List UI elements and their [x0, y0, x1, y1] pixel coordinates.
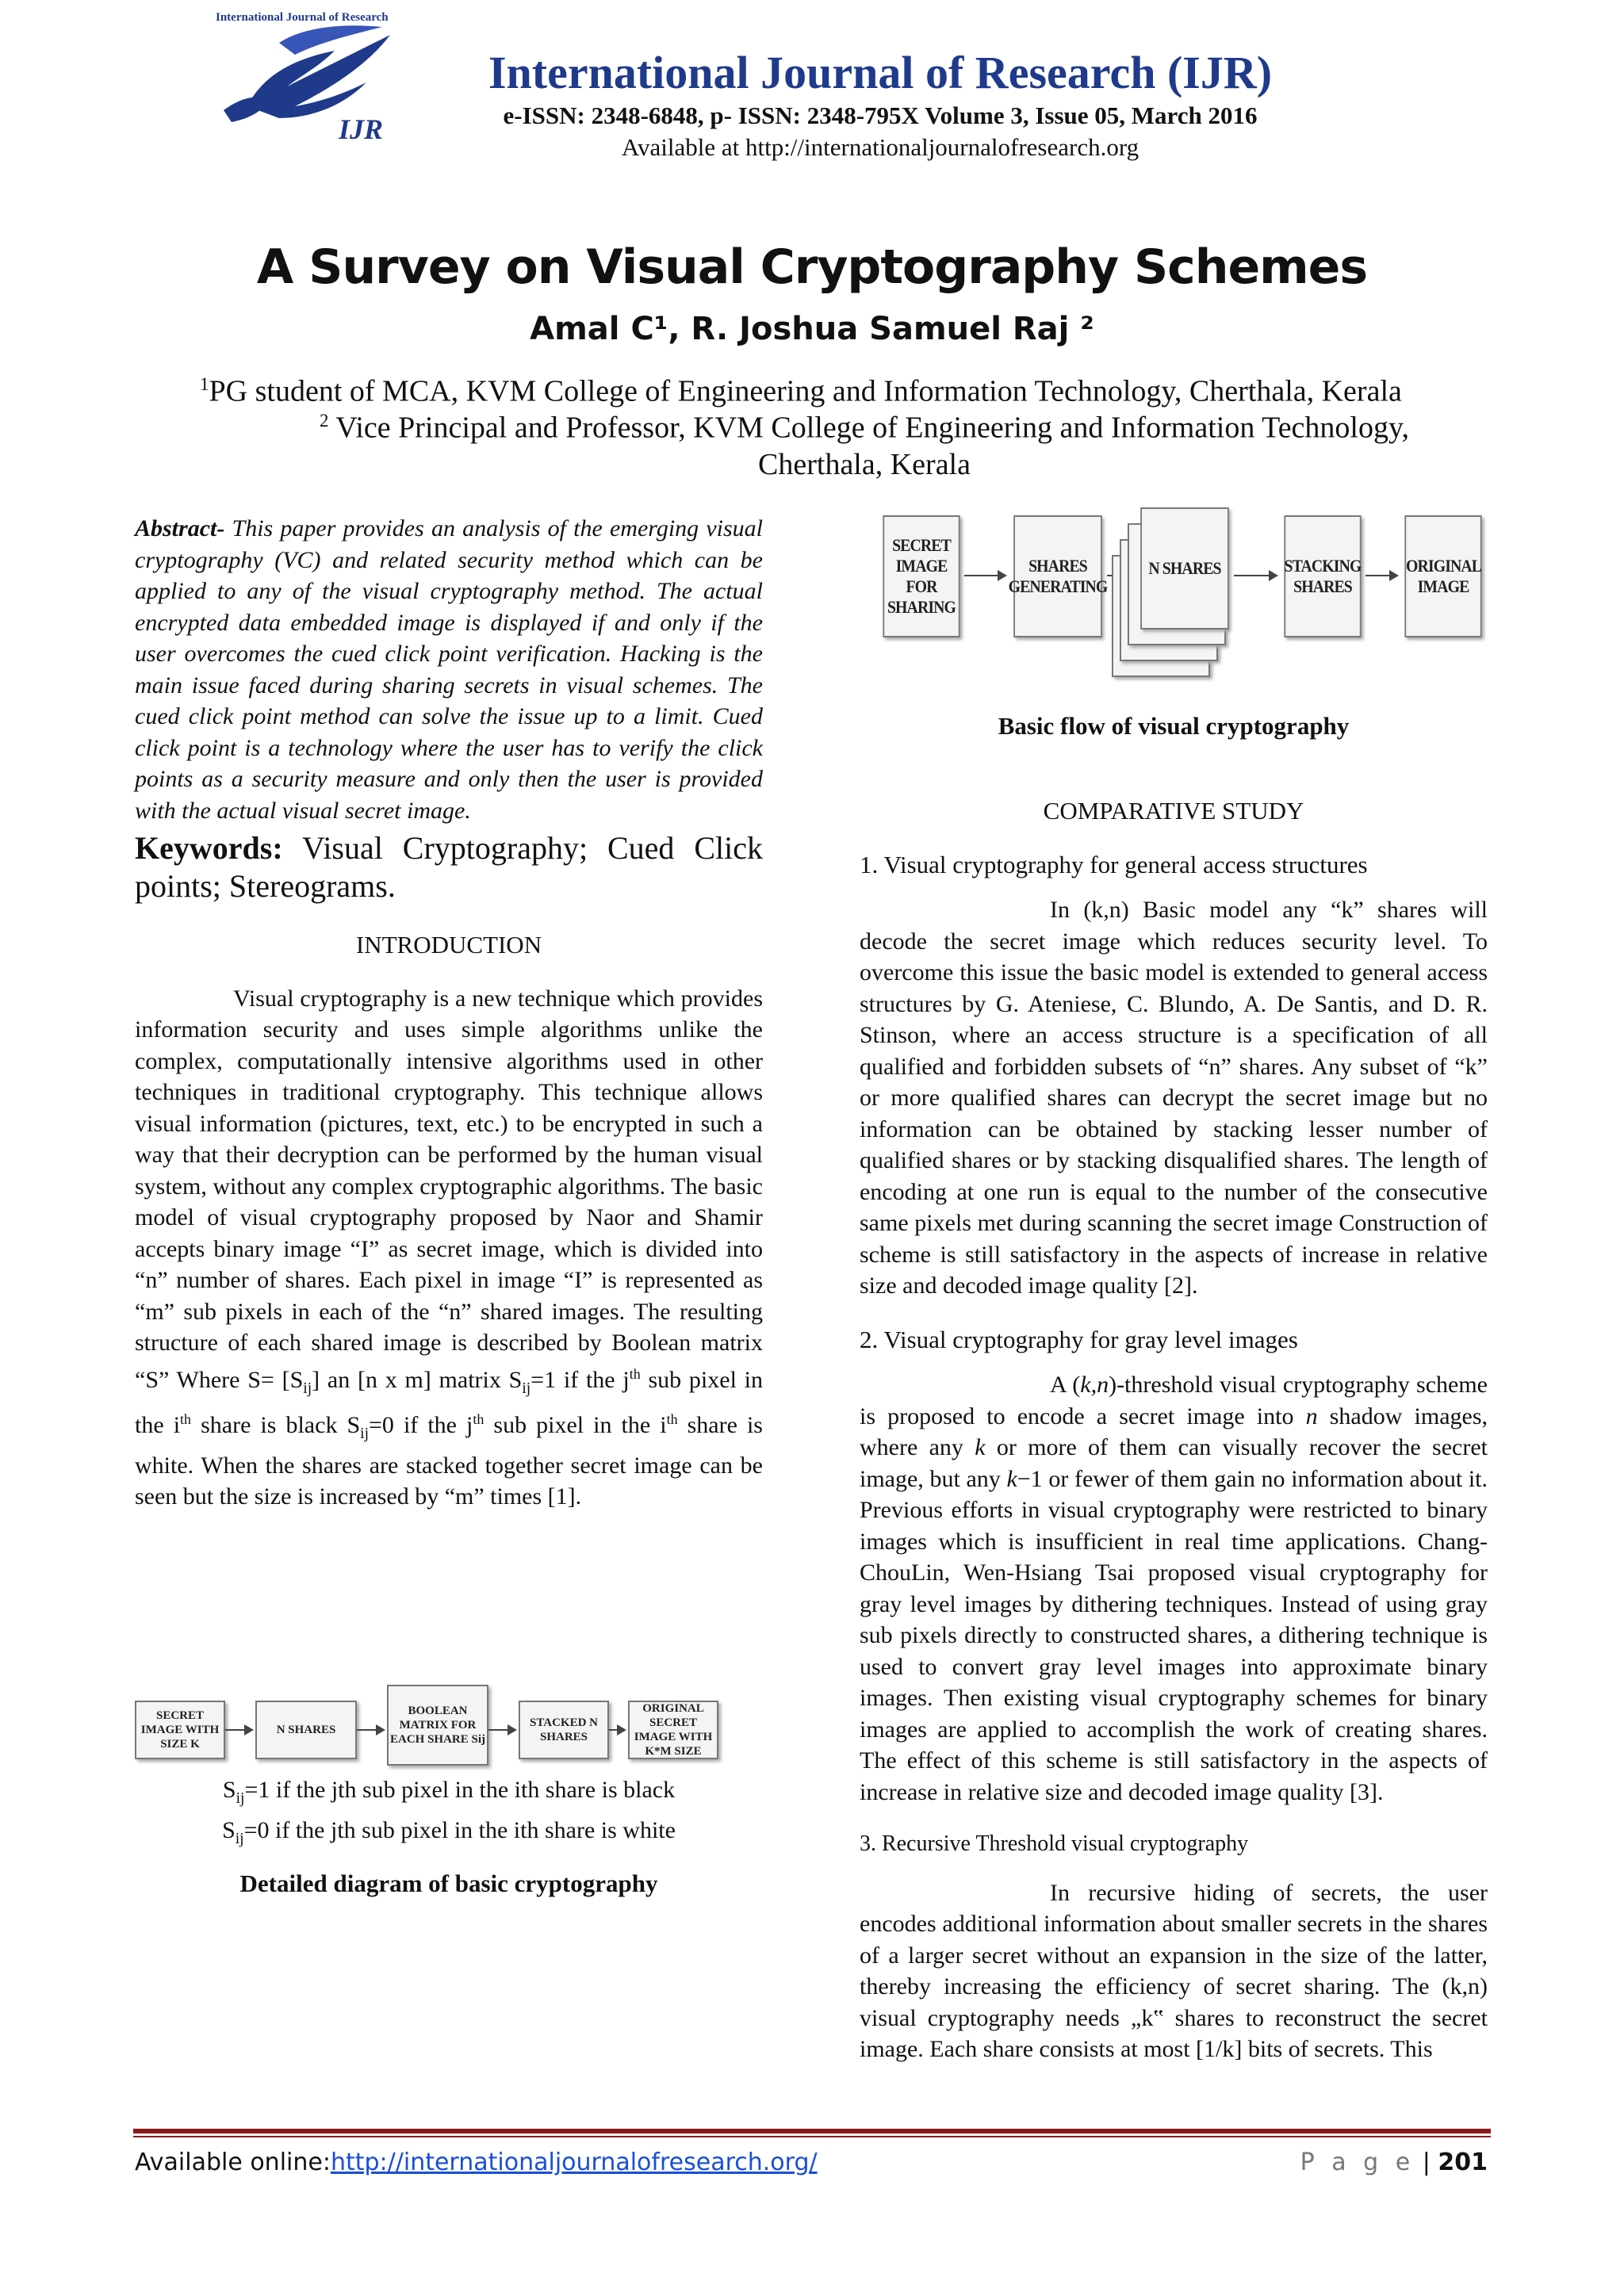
diagram-box: BOOLEAN MATRIX FOR EACH SHARE Sij	[387, 1685, 488, 1766]
diagram-caption: Detailed diagram of basic cryptography	[239, 1869, 658, 1897]
flow-arrow	[1365, 575, 1397, 576]
flow-box: STACKING SHARES	[1284, 515, 1361, 637]
section-1-title: 1. Visual cryptography for general access structures	[860, 850, 1368, 878]
equation-white: $S_{ij}=0$ if the jth sub pixel in the ith share is white	[222, 1817, 676, 1847]
flow-box: ORIGINAL IMAGE	[1404, 515, 1481, 637]
abstract-text: This paper provides an analysis of the emerging visual cryptography (VC) and related security method which can be applied to any of the visual cryptography method. The actual encrypted data embedded image is displayed if and only if the user overcomes the cued click point verification. Hacking is the main issue faced during sharing secrets in visual schemes. The cued click point method can solve the issue up to a limit. Cued click point is a technology where the user has to verify the click points as a security measure and only then the user is provided with the actual visual secret image.	[135, 515, 763, 824]
flow-box: N SHARES	[1140, 507, 1229, 629]
flow-box: SHARES GENERATING	[1013, 515, 1102, 637]
abstract-label: Abstract-	[135, 515, 225, 541]
introduction-paragraph: Visual cryptography is a new technique which provides information security and uses simple algorithms unlike the complex, computationally intensive algorithms used in other techniques in traditional cryptography. This technique allows visual information (pictures, text, etc.) to be encrypted in such a way that their decryption can be performed by the human visual system, without any complex cryptographic algorithms. The basic model of visual cryptography proposed by Naor and Shamir accepts binary image “I” as secret image, which is divided into “n” number of shares. Each pixel in image “I” is represented as “m” sub pixels in each of the “n” shared images. The resulting structure of each shared image is described by Boolean matrix “S” Where $S= [S_{ij}]$ an [n x m] matrix $S_{ij}=1$ if the $j^{th}$ sub pixel in the $i^{th}$ share is black $S_{ij}=0$ if the $j^{th}$ sub pixel in the $i^{th}$ share is white. When the shares are stacked together secret image can be seen but the size is increased by “m” times [1].	[135, 985, 764, 1510]
footer-available: Available online:http://internationaljournalofresearch.org/	[135, 2149, 818, 2176]
footer-rule-thin	[133, 2136, 1491, 2137]
section-3-text: In recursive hiding of secrets, the user encodes additional information about smaller secrets in the shares of a larger secret without an expansion in the size of the latter, thereby increasing the efficiency of secret sharing. The (k,n) visual cryptography needs „k‟ shares to reconstruct the secret image. Each share consists at most [1/k] bits of secrets. This	[860, 1879, 1488, 2062]
flow-arrow	[1234, 575, 1277, 576]
journal-logo	[208, 11, 406, 146]
flow-arrow	[964, 575, 1005, 576]
diagram-box: ORIGINAL SECRET IMAGE WITH K*M SIZE	[628, 1701, 718, 1759]
section-2-title: 2. Visual cryptography for gray level images	[860, 1325, 1298, 1353]
paper-title: A Survey on Visual Cryptography Schemes	[256, 239, 1368, 295]
diagram-box: N SHARES	[255, 1701, 357, 1759]
diagram-box: STACKED N SHARES	[519, 1701, 609, 1759]
journal-url-line: Available at http://internationaljournalofresearch.org	[621, 133, 1139, 161]
keywords: Keywords: Visual Cryptography; Cued Click points; Stereograms.	[135, 830, 763, 904]
diagram-arrow	[609, 1729, 625, 1731]
flow-diagram	[872, 499, 1482, 690]
section-3-title: 3. Recursive Threshold visual cryptography	[860, 1831, 1249, 1856]
abstract	[135, 513, 763, 826]
flow-box: SECRET IMAGE FOR SHARING	[883, 515, 959, 637]
flow-caption: Basic flow of visual cryptography	[998, 712, 1350, 740]
equations	[135, 1774, 763, 1855]
diagram-arrow	[357, 1729, 384, 1731]
equation-black: $S_{ij}=1$ if the jth sub pixel in the ith share is black	[222, 1777, 676, 1807]
section-1-text: In (k,n) Basic model any “k” shares will decode the secret image which reduces security level. To overcome this issue the basic model is extended to general access structures by G. Ateniese, C. Blundo, A. De Santis, and D. R. Stinson, where an access structure is a specification of all qualified and forbidden subsets of “n” shares. Any subset of “k” or more qualified shares can decrypt the secret image but no information can be obtained by stacking lesser number of qualified shares or by stacking disqualified shares. The length of encoding at one run is equal to the number of the consecutive same pixels met during scanning the secret image Construction of scheme is still satisfactory in the aspects of increase in relative size and decoded image quality [2].	[860, 897, 1488, 1299]
comparative-heading: COMPARATIVE STUDY	[1043, 797, 1304, 825]
diagram-arrow	[225, 1729, 252, 1731]
diagram-arrow	[488, 1729, 515, 1731]
paper-authors: Amal C¹, R. Joshua Samuel Raj ²	[530, 311, 1094, 347]
right-column	[860, 795, 1488, 2065]
footer-rule	[133, 2129, 1491, 2133]
journal-title: International Journal of Research (IJR)	[488, 47, 1273, 98]
detailed-diagram	[135, 1685, 713, 1772]
section-2-text: A (k,n)-threshold visual cryptography scheme is proposed to encode a secret image into n shadow images, where any k or more of them can visually recover the secret image, but any k−1 or fewer of them gain no information about it. Previous efforts in visual cryptography were restricted to binary images which is insufficient in real time applications. Chang- ChouLin, Wen-Hsiang Tsai proposed visual cryptography for gray level images by dithering techniques. Instead of using gray sub pixels directly to constructed shares, a dithering technique is used to convert gray level images into approximate binary images. Then existing visual cryptography schemes for binary images are applied to accomplish the work of creating shares. The effect of this scheme is still satisfactory in the aspects of increase in relative size and decoded image quality [3].	[860, 1372, 1488, 1805]
footer-link[interactable]: http://internationaljournalofresearch.org/	[330, 2149, 818, 2176]
affiliation-1: $^1$PG student of MCA, KVM College of Engineering and Information Technology, Cherthala, Kerala	[200, 374, 1402, 408]
issn-line: e-ISSN: 2348-6848, p- ISSN: 2348-795X Volume 3, Issue 05, March 2016	[503, 101, 1258, 129]
diagram-box: SECRET IMAGE WITH SIZE K	[135, 1701, 225, 1759]
logo-caption: International Journal of Research	[216, 11, 389, 24]
page-number: P a g e | 201	[1300, 2149, 1488, 2176]
affiliation-2: $^2$ Vice Principal and Professor, KVM College of Engineering and Information Technology, Cherthala, Kerala	[319, 411, 1410, 481]
logo-mark: IJR	[339, 113, 384, 145]
introduction-heading: INTRODUCTION	[355, 931, 542, 959]
left-column	[135, 513, 763, 1513]
